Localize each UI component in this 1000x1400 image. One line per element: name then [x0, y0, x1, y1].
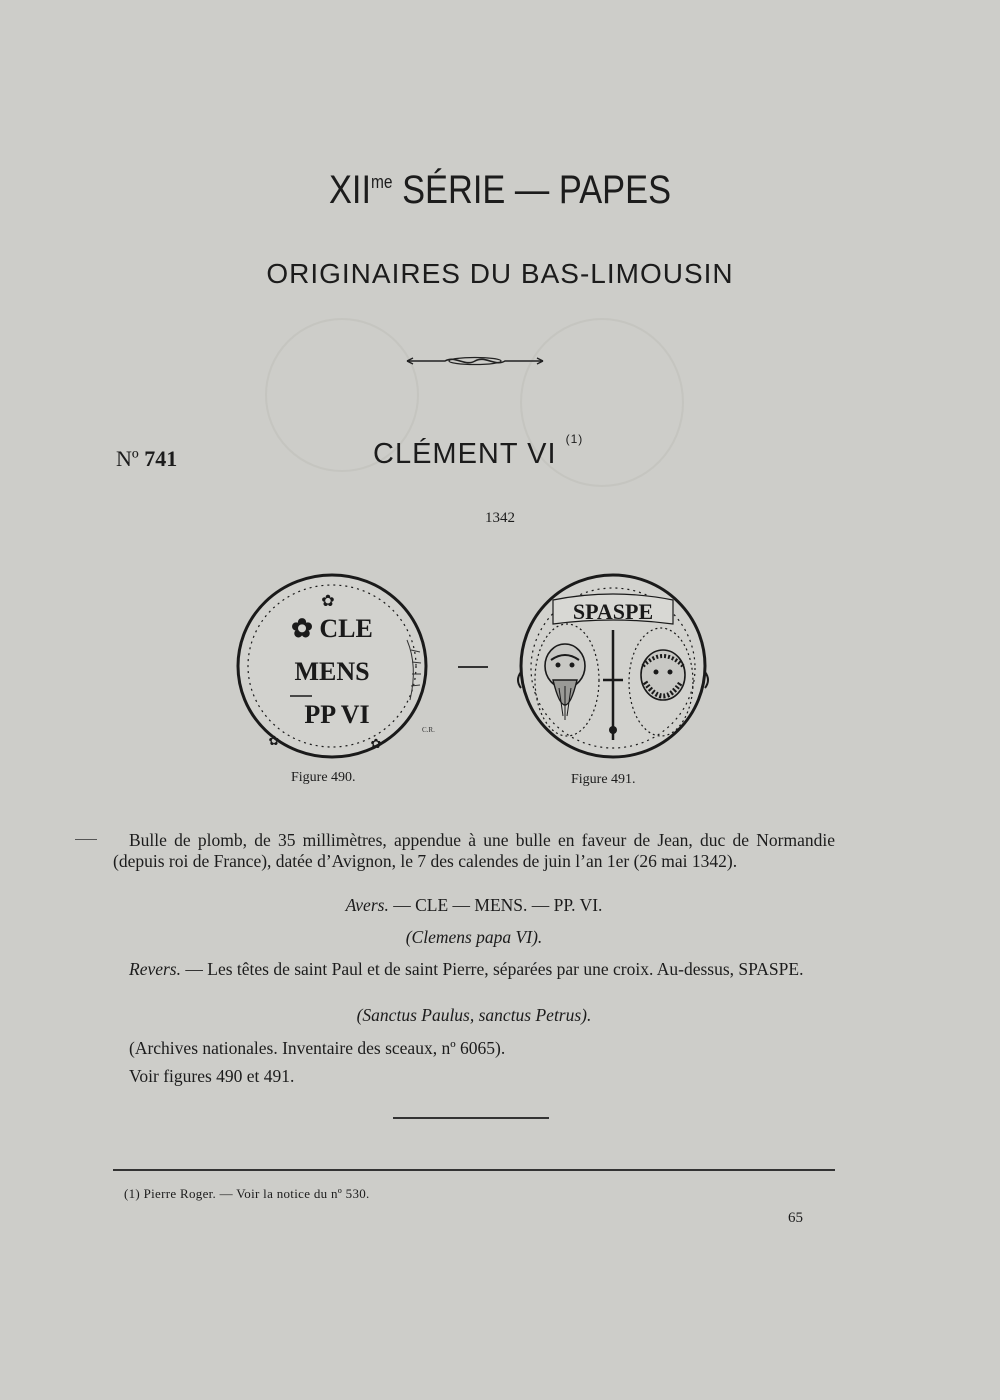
figure-separator	[458, 666, 488, 668]
footnote-rule	[113, 1169, 835, 1171]
figure-490-caption: Figure 490.	[291, 770, 356, 785]
seal-reverse-drawing	[513, 570, 713, 762]
figures-ref-block	[113, 1066, 835, 1087]
series-subtitle: ORIGINAIRES DU BAS-LIMOUSIN	[266, 258, 734, 289]
revers-line	[113, 959, 835, 980]
revers-reading-block	[113, 1005, 835, 1026]
seal-obverse-figure	[232, 570, 435, 762]
page-number: 65	[788, 1210, 803, 1226]
footnote-marker: (1)	[565, 432, 584, 446]
figure-491-caption: Figure 491.	[571, 772, 636, 787]
entry-number-label: Nº	[116, 446, 139, 471]
margin-mark	[75, 839, 97, 840]
avers-block	[113, 895, 835, 916]
avers-reading-block	[113, 927, 835, 948]
entry-number	[116, 446, 177, 472]
seal-reverse-figure	[513, 570, 713, 762]
series-rest: SÉRIE — PAPES	[392, 168, 672, 212]
seal-rosette-top: ✿	[321, 593, 335, 610]
entry-body	[113, 830, 835, 872]
series-prefix: XII	[328, 168, 372, 212]
series-superscript: me	[371, 172, 393, 192]
engraver-signature: C.R.	[422, 726, 435, 734]
seal-description: Bulle de plomb, de 35 millimètres, appendue à une bulle en faveur de Jean, duc de Normandie (depuis roi de France), datée d’Avignon, le 7 des calendes de juin l’an 1er (26 mai 1342).	[113, 830, 835, 871]
figures-reference: Voir figures 490 et 491.	[129, 1066, 295, 1086]
ornament-divider	[405, 353, 545, 369]
seal-inscription: SPASPE	[572, 599, 654, 624]
avers-reading-text: (Clemens papa VI).	[405, 927, 543, 947]
entry-title	[373, 432, 584, 471]
archival-source: (Archives nationales. Inventaire des sceaux, nº 6065).	[129, 1038, 506, 1058]
seal-rosette-bottom-right: ✿	[370, 736, 382, 751]
revers-block	[113, 959, 835, 980]
avers-line	[113, 895, 835, 916]
avers-text: — CLE — MENS. — PP. VI.	[388, 895, 603, 915]
section-rule	[393, 1117, 549, 1119]
series-title	[70, 168, 930, 213]
seal-rosette-bottom-left: ✿	[268, 733, 280, 748]
seal-line-3: PP VI	[304, 700, 370, 729]
avers-reading	[113, 927, 835, 948]
footnote: (1) Pierre Roger. — Voir la notice du nº 530.	[124, 1186, 370, 1201]
revers-label: Revers.	[129, 959, 181, 979]
seal-line-2: MENS	[294, 657, 370, 686]
revers-reading-text: (Sanctus Paulus, sanctus Petrus).	[356, 1005, 592, 1025]
revers-reading	[113, 1005, 835, 1026]
source-block	[113, 1038, 835, 1059]
entry-number-value: 741	[144, 446, 178, 471]
seal-line-1: ✿ CLE	[291, 614, 373, 643]
entry-year: 1342	[485, 510, 515, 526]
entry-title-text: CLÉMENT VI	[373, 438, 557, 470]
revers-text: — Les têtes de saint Paul et de saint Pierre, séparées par une croix. Au-dessus, SPASPE.	[181, 959, 804, 979]
avers-label: Avers.	[345, 895, 389, 915]
seal-obverse-drawing	[232, 570, 435, 762]
